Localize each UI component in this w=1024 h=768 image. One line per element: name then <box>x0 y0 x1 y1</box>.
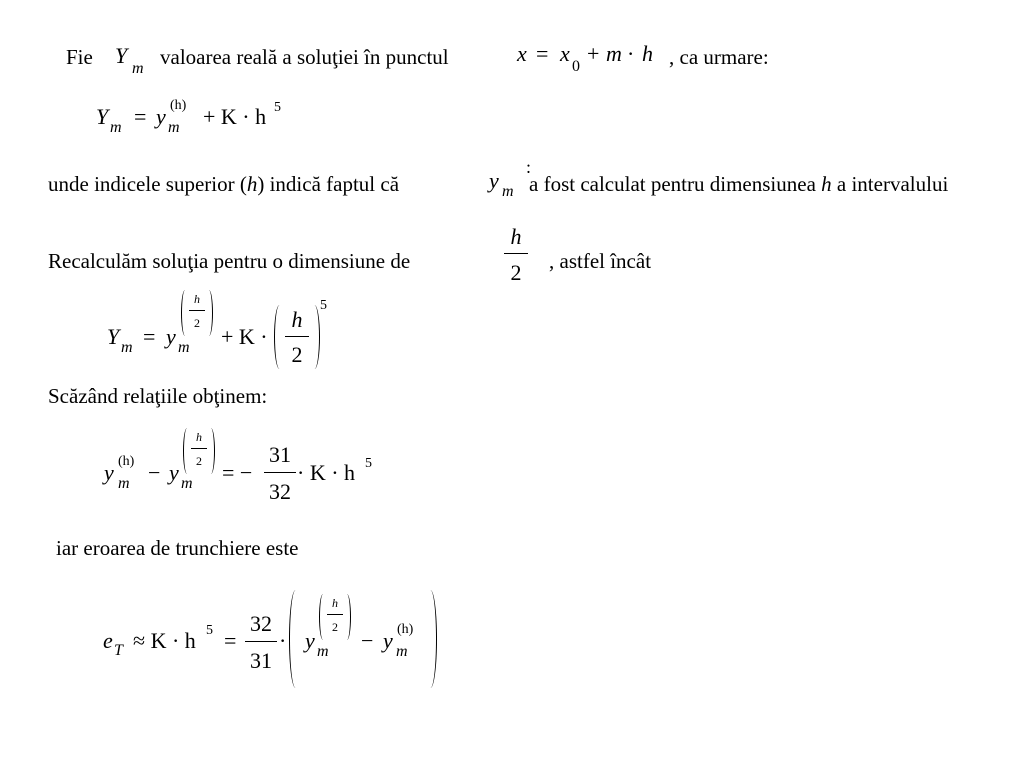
eq4-equals: = <box>224 628 237 653</box>
eq2-exp: 5 <box>320 298 327 313</box>
eq4-sup-paren-right <box>343 594 351 640</box>
eq1-Y-sub: m <box>110 119 122 136</box>
eq4-minus: − <box>361 628 374 653</box>
eq1-y: y <box>156 104 166 129</box>
eq4-dot: · <box>279 628 287 653</box>
eq-x0-sub: 0 <box>572 58 580 75</box>
eq3-exp: 5 <box>365 456 372 471</box>
eq4-paren-right <box>424 590 437 688</box>
text-astfel-incat: , astfel încât <box>549 249 652 273</box>
eq2-sup-paren-right <box>205 290 213 336</box>
eq2-sup-fraction: h 2 <box>189 292 205 334</box>
line2-y: y <box>489 168 499 193</box>
text-recalculam: Recalculăm soluţia pentru o dimensiune de <box>48 249 411 273</box>
eq4-y1-sub: m <box>317 643 329 660</box>
eq4-sup-paren-left <box>319 594 327 640</box>
eq4-y2-sup: (h) <box>397 622 414 637</box>
text-fie: Fie <box>66 45 93 69</box>
eq2-paren-right <box>309 305 320 369</box>
text-ca-urmare: , ca urmare: <box>669 45 769 69</box>
eq2-plus-K: + K · <box>221 324 268 349</box>
symbol-Y: Y <box>115 43 128 68</box>
eq1-y-sup: (h) <box>170 98 187 113</box>
eq-dot: · <box>627 41 635 66</box>
eq2-Y-sub: m <box>121 339 133 356</box>
text-scazand: Scăzând relaţiile obţinem: <box>48 384 268 408</box>
eq-x0: x <box>560 41 570 66</box>
eq4-paren-left <box>289 590 302 688</box>
eq3-y1: y <box>104 460 114 485</box>
eq2-sup-paren-left <box>181 290 189 336</box>
eq-plus: + <box>587 41 600 66</box>
eq2-y: y <box>166 324 176 349</box>
eq-m: m <box>606 41 622 66</box>
text-a-fost-calculat: a fost calculat pentru dimensiunea h a intervalului <box>529 172 949 196</box>
eq4-y2: y <box>383 628 393 653</box>
eq2-Y: Y <box>107 324 120 349</box>
eq4-e: e <box>103 628 113 653</box>
eq4-y1: y <box>305 628 315 653</box>
eq-equals: = <box>536 41 549 66</box>
eq4-y2-sub: m <box>396 643 408 660</box>
eq3-y2: y <box>169 460 179 485</box>
eq-h: h <box>642 41 653 66</box>
line2-y-sub: m <box>502 183 514 200</box>
symbol-Y-sub: m <box>132 60 144 77</box>
eq3-equals-minus: = − <box>222 460 253 485</box>
eq4-fraction: 32 31 <box>245 611 277 673</box>
eq4-exp: 5 <box>206 623 213 638</box>
eq3-K-h: · K · h <box>297 460 356 485</box>
eq1-exp: 5 <box>274 100 281 115</box>
eq3-y2-sub: m <box>181 475 193 492</box>
eq3-y1-sup: (h) <box>118 454 135 469</box>
eq1-plus-K-h: + K · h <box>203 104 267 129</box>
eq3-sup-paren-right <box>207 428 215 474</box>
eq3-fraction: 31 32 <box>264 442 296 504</box>
eq4-approx-K-h: ≈ K · h <box>133 628 196 653</box>
eq1-y-sub: m <box>168 119 180 136</box>
eq2-equals: = <box>143 324 156 349</box>
text-iar-eroarea: iar eroarea de trunchiere este <box>56 536 299 560</box>
eq3-sup-fraction: h 2 <box>191 430 207 472</box>
eq1-equals: = <box>134 104 147 129</box>
fraction-h-over-2: h 2 <box>504 224 528 288</box>
eq1-Y: Y <box>96 104 109 129</box>
eq2-fraction: h 2 <box>285 307 309 367</box>
eq3-minus: − <box>148 460 161 485</box>
eq4-e-sub: T <box>114 642 123 659</box>
text-unde-indicele: unde indicele superior (h) indică faptul că <box>48 172 400 196</box>
eq2-paren-left <box>274 305 285 369</box>
text-valoarea: valoarea reală a soluţiei în punctul <box>160 45 449 69</box>
eq2-y-sub: m <box>178 339 190 356</box>
line2-colon: : <box>526 157 532 177</box>
eq3-y1-sub: m <box>118 475 130 492</box>
eq-x: x <box>517 41 527 66</box>
eq4-sup-fraction: h 2 <box>327 596 343 638</box>
eq3-sup-paren-left <box>183 428 191 474</box>
